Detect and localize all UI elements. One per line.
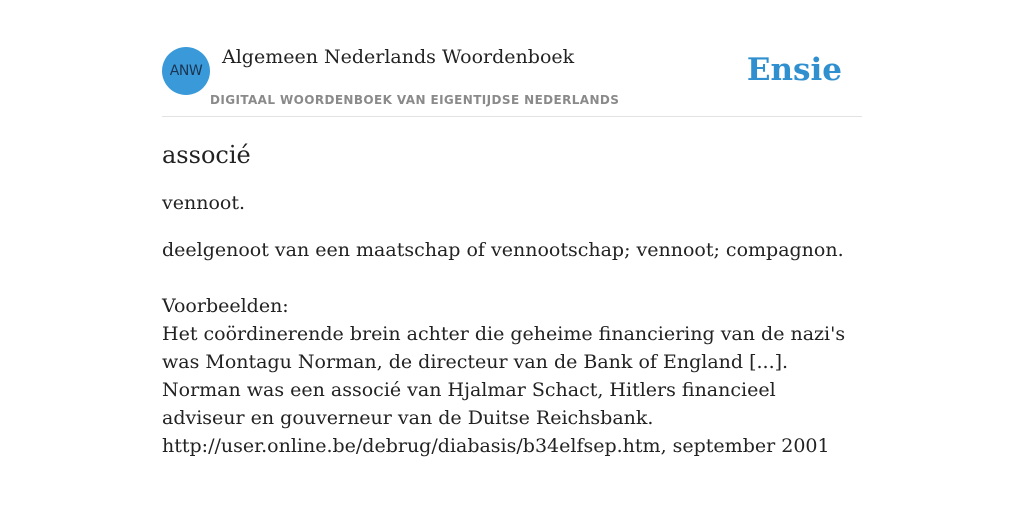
examples-label: Voorbeelden: xyxy=(162,295,289,317)
site-subtitle: DIGITAAL WOORDENBOEK VAN EIGENTIJDSE NEDERLANDS xyxy=(210,93,620,107)
site-header xyxy=(162,46,862,117)
entry-content xyxy=(162,138,852,460)
site-title[interactable]: Algemeen Nederlands Woordenboek xyxy=(222,46,575,68)
examples-section xyxy=(162,292,852,460)
short-definition: vennoot. xyxy=(162,192,246,214)
logo-text: ANW xyxy=(169,63,203,79)
example-source: http://user.online.be/debrug/diabasis/b34elfsep.htm, september 2001 xyxy=(162,435,830,457)
anw-logo[interactable] xyxy=(162,47,210,95)
example-text: Het coördinerende brein achter die geheime financiering van de nazi's was Montagu Norman, de directeur van de Bank of England [...]. Norman was een associé van Hjalmar Schact, Hitlers financieel adviseur en gouverneur van de Duitse Reichsbank. xyxy=(162,323,846,429)
ensie-brand-link[interactable]: Ensie xyxy=(746,52,842,88)
headword: associé xyxy=(162,141,251,169)
definition: deelgenoot van een maatschap of vennootschap; vennoot; compagnon. xyxy=(162,239,844,261)
